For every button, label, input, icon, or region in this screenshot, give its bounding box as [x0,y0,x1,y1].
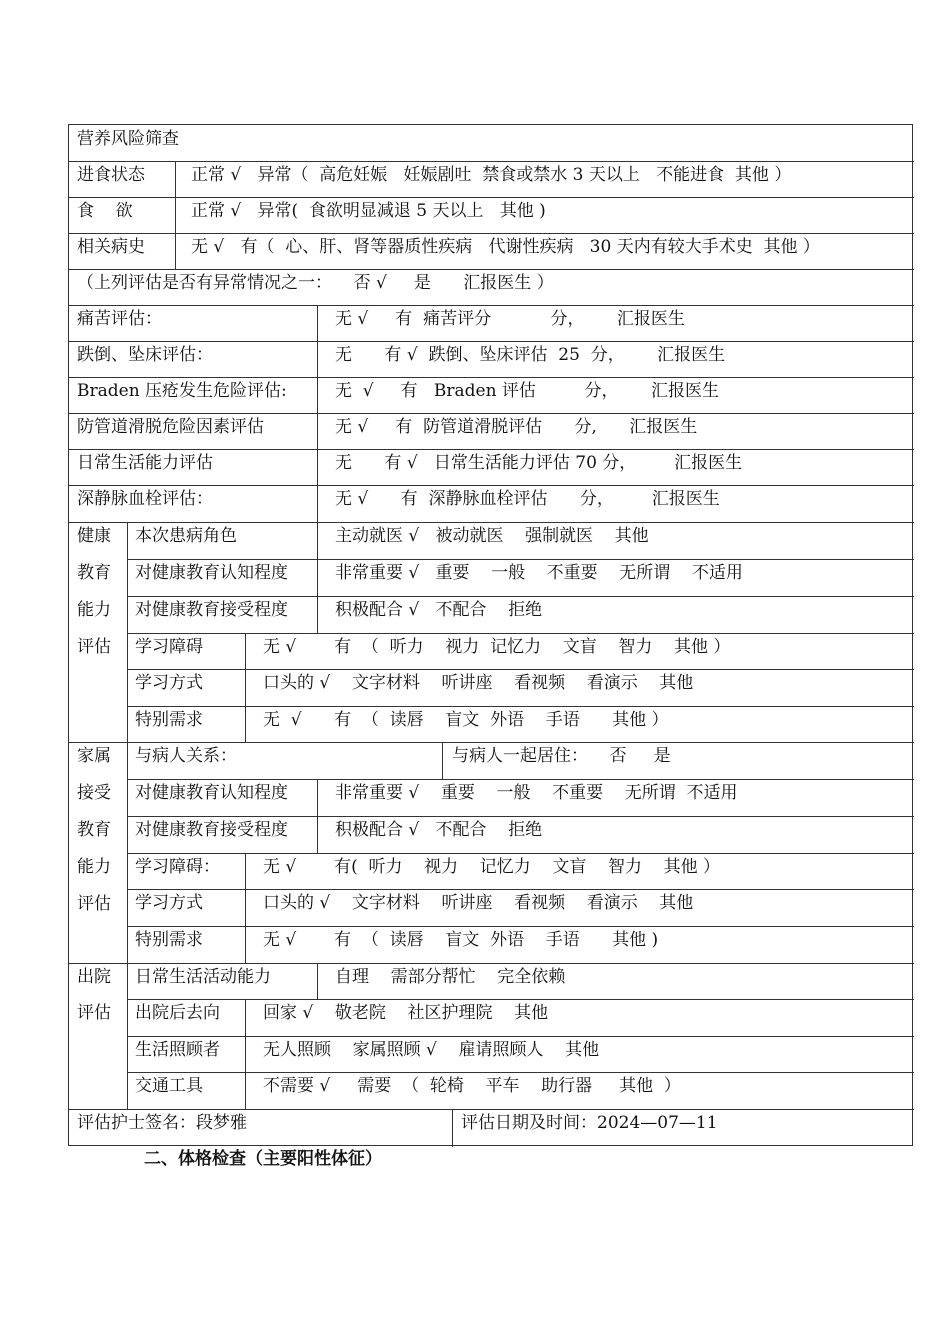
assessment-label: 防管道滑脱危险因素评估 [77,417,264,437]
assessment-value: 无 √ 有 痛苦评分 分， 汇报医生 [335,309,685,329]
family-awareness-value: 非常重要 √ 重要 一般 不重要 无所谓 不适用 [335,783,738,803]
family-awareness-label: 对健康教育认知程度 [135,783,288,803]
assessment-label: 痛苦评估： [77,309,162,329]
family-acceptance-value: 积极配合 √ 不配合 拒绝 [335,820,543,840]
destination-value: 回家 √ 敬老院 社区护理院 其他 [263,1003,549,1023]
family-barrier-value: 无 √ 有( 听力 视力 记忆力 文盲 智力 其他 ） [263,857,720,877]
transport-label: 交通工具 [135,1076,203,1096]
history-label: 相关病史 [77,237,145,257]
family-method-label: 学习方式 [135,893,203,913]
section-heading: 二、体格检查（主要阳性体征） [144,1149,382,1169]
awareness-label: 对健康教育认知程度 [135,563,288,583]
caregiver-value: 无人照顾 家属照顾 √ 雇请照顾人 其他 [263,1040,600,1060]
family-edu-group-label: 评估 [77,894,111,914]
family-edu-group-label: 教育 [77,820,111,840]
family-acceptance-label: 对健康教育接受程度 [135,820,288,840]
history-value: 无 √ 有（ 心、肝、肾等器质性疾病 代谢性疾病 30 天内有较大手术史 其他 ） [191,237,820,257]
family-needs-value: 无 √ 有 （ 读唇 盲文 外语 手语 其他 ) [263,930,659,950]
assessment-label: 深静脉血栓评估： [77,489,213,509]
adl-label: 日常生活活动能力 [135,967,271,987]
family-edu-group-label: 接受 [77,783,111,803]
assessment-value: 无 √ 有 Braden 评估 分， 汇报医生 [335,381,719,401]
nutrition-title: 营养风险筛查 [77,129,179,149]
assessment-value: 无 有 √ 跌倒、坠床评估 25 分， 汇报医生 [335,345,726,365]
cohabit-label: 与病人一起居住： 否 是 [452,746,671,766]
method-label: 学习方式 [135,673,203,693]
assessment-form-table [68,124,913,1146]
assessment-label: Braden 压疮发生危险评估: [77,381,287,401]
family-barrier-label: 学习障碍： [135,857,220,877]
appetite-value: 正常 √ 异常( 食欲明显减退 5 天以上 其他 ) [191,201,546,221]
nurse-signature: 评估护士签名：段梦雅 [77,1113,247,1133]
assessment-date: 评估日期及时间：2024—07—11 [461,1113,718,1133]
assessment-value: 无 √ 有 防管道滑脱评估 分, 汇报医生 [335,417,698,437]
intake-value: 正常 √ 异常（ 高危妊娠 妊娠剧吐 禁食或禁水 3 天以上 不能进食 其他 ） [191,165,792,185]
assessment-value: 无 有 √ 日常生活能力评估 70 分， 汇报医生 [335,453,743,473]
awareness-value: 非常重要 √ 重要 一般 不重要 无所谓 不适用 [335,563,743,583]
assessment-label: 跌倒、坠床评估： [77,345,213,365]
assessment-value: 无 √ 有 深静脉血栓评估 分， 汇报医生 [335,489,720,509]
health-edu-group-label: 能力 [77,600,111,620]
assessment-label: 日常生活能力评估 [77,453,213,473]
appetite-label: 食 欲 [77,201,133,221]
family-needs-label: 特别需求 [135,930,203,950]
adl-value: 自理 需部分帮忙 完全依赖 [335,967,566,987]
barrier-value: 无 √ 有 （ 听力 视力 记忆力 文盲 智力 其他 ） [263,637,731,657]
intake-label: 进食状态 [77,165,145,185]
nutrition-summary: （上列评估是否有异常情况之一： 否 √ 是 汇报医生 ） [77,273,554,293]
family-edu-group-label: 能力 [77,857,111,877]
family-method-value: 口头的 √ 文字材料 听讲座 看视频 看演示 其他 [263,893,694,913]
acceptance-label: 对健康教育接受程度 [135,600,288,620]
health-edu-group-label: 健康 [77,526,111,546]
needs-label: 特别需求 [135,710,203,730]
acceptance-value: 积极配合 √ 不配合 拒绝 [335,600,543,620]
discharge-group-label: 出院 [77,967,111,987]
role-value: 主动就医 √ 被动就医 强制就医 其他 [335,526,649,546]
method-value: 口头的 √ 文字材料 听讲座 看视频 看演示 其他 [263,673,694,693]
discharge-group-label: 评估 [77,1003,111,1023]
needs-value: 无 √ 有 （ 读唇 盲文 外语 手语 其他 ） [263,710,669,730]
family-edu-group-label: 家属 [77,746,111,766]
relation-label: 与病人关系： [135,746,237,766]
health-edu-group-label: 教育 [77,563,111,583]
transport-value: 不需要 √ 需要 （ 轮椅 平车 助行器 其他 ） [263,1076,681,1096]
caregiver-label: 生活照顾者 [135,1040,220,1060]
destination-label: 出院后去向 [135,1003,220,1023]
barrier-label: 学习障碍 [135,637,203,657]
role-label: 本次患病角色 [135,526,237,546]
health-edu-group-label: 评估 [77,637,111,657]
